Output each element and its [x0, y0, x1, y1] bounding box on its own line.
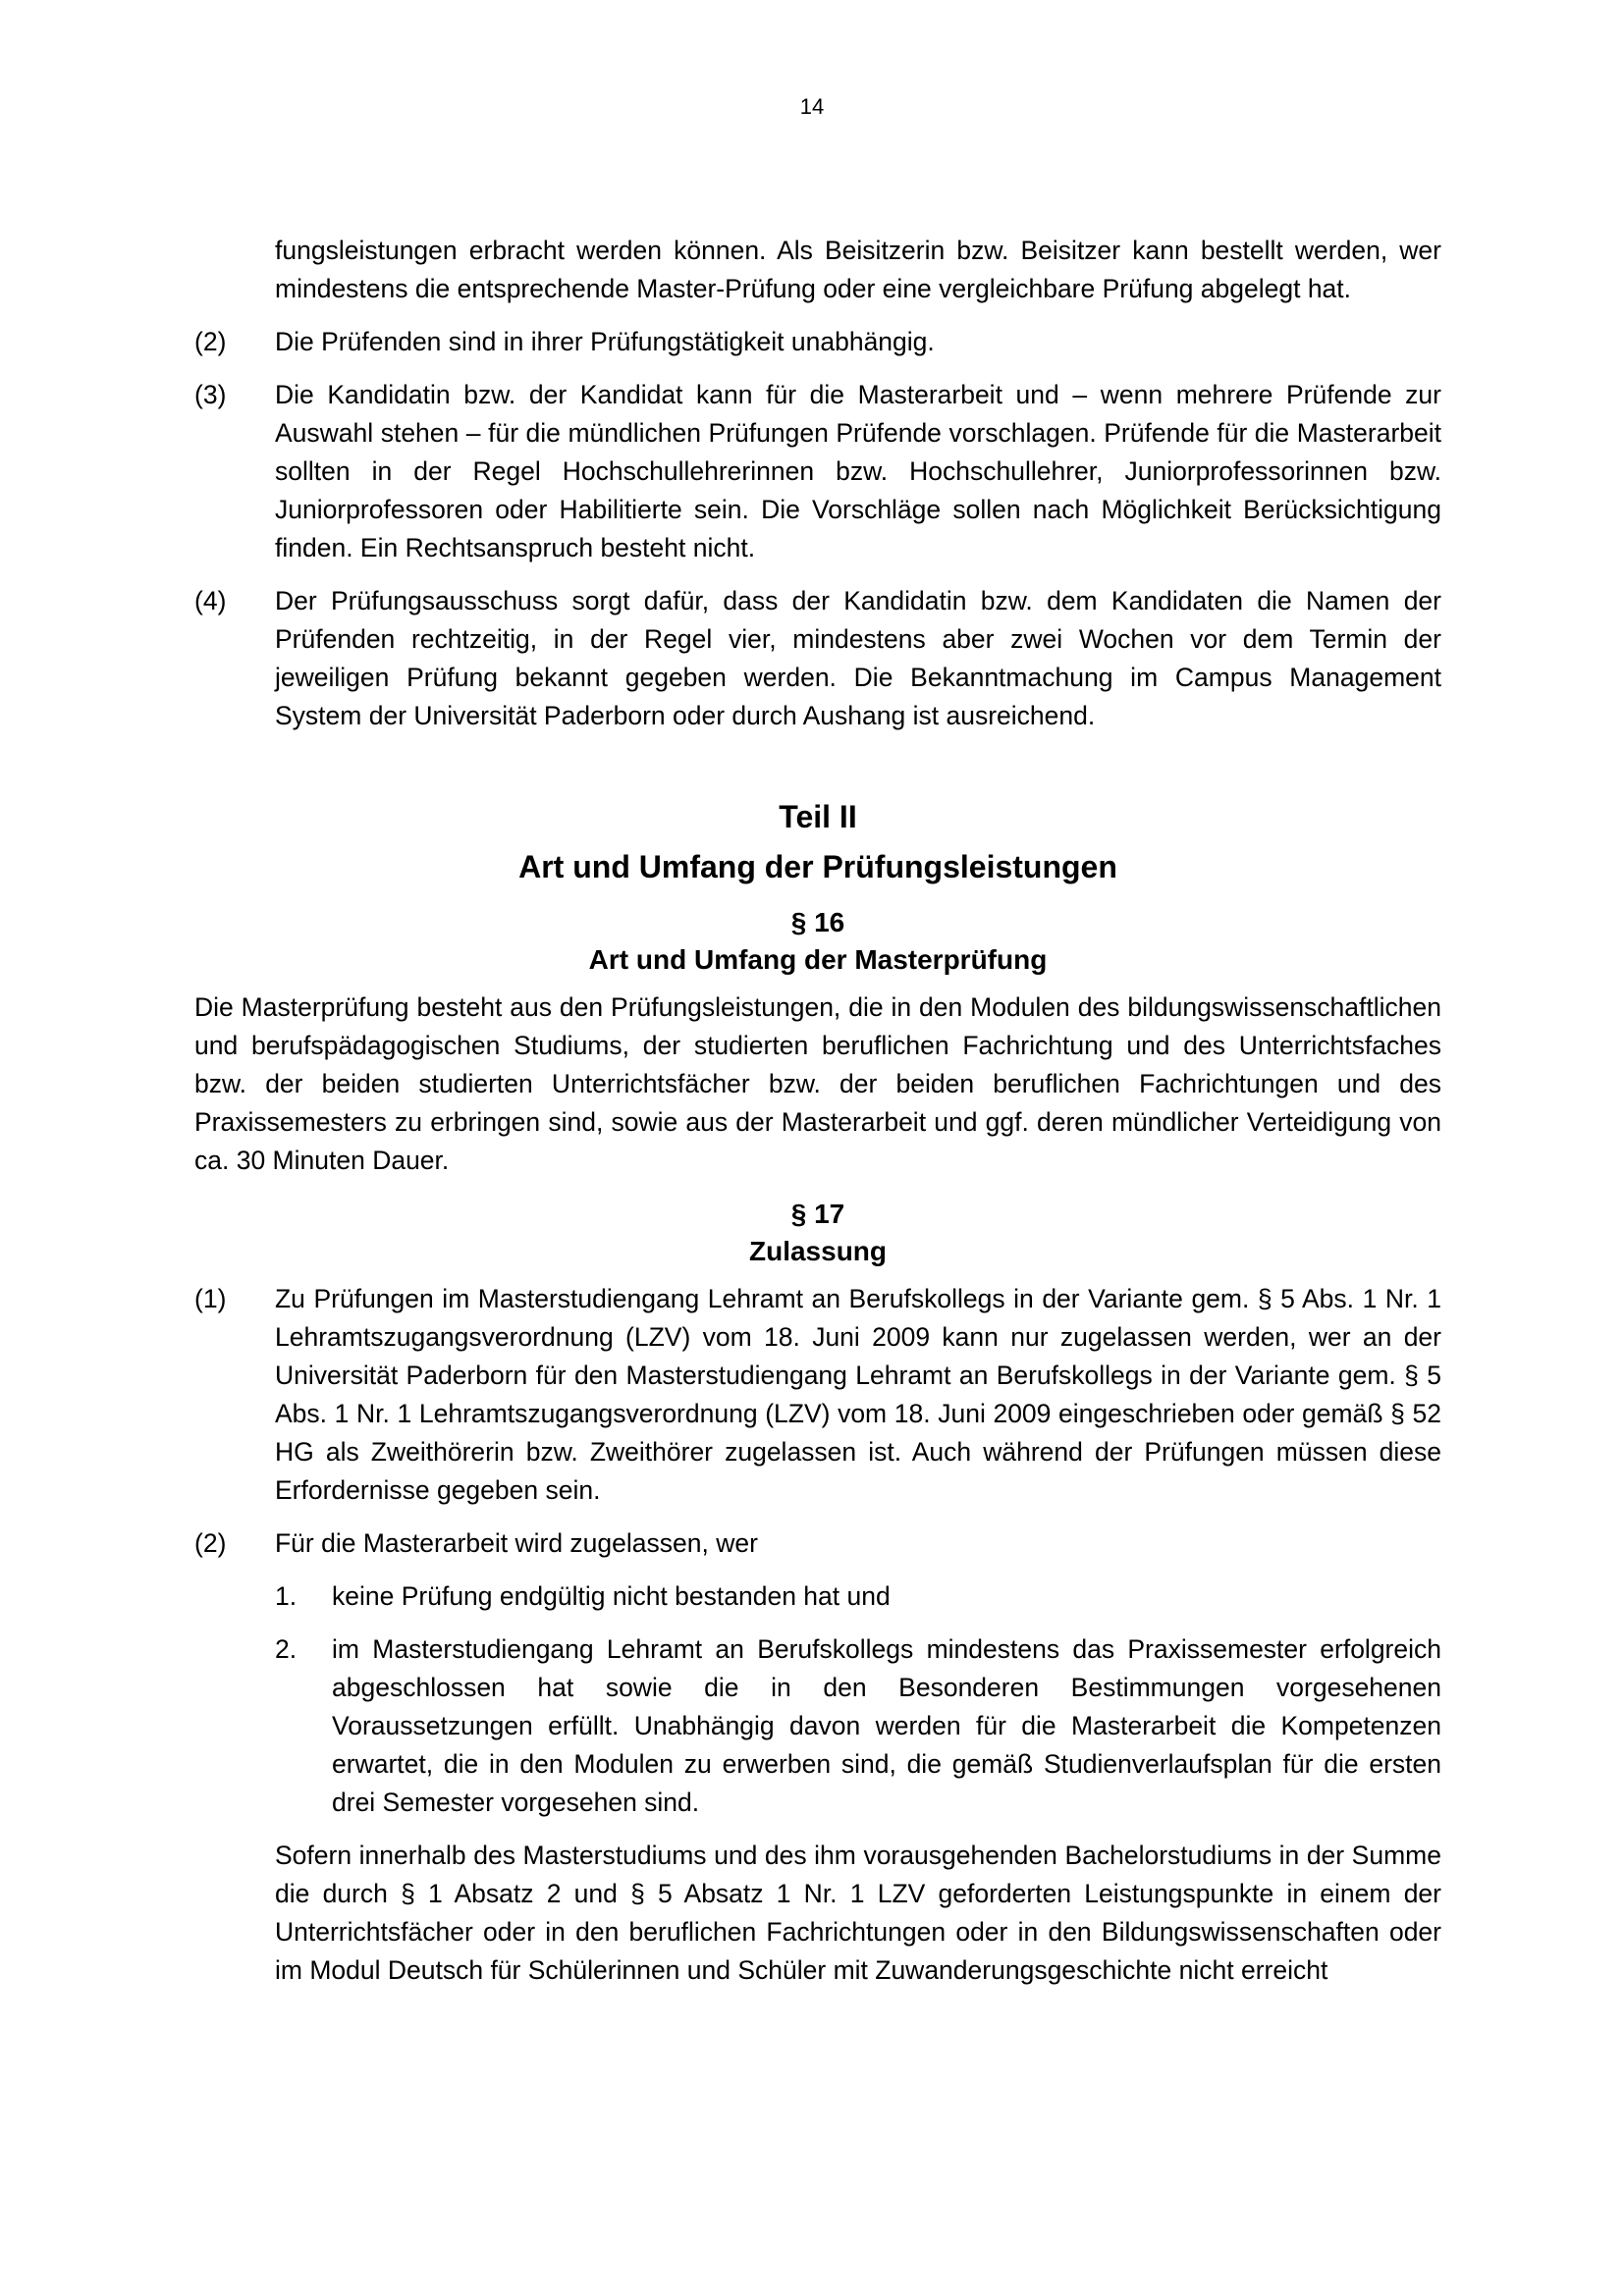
paragraph-number: (2) [194, 1528, 227, 1558]
section16-title: Art und Umfang der Masterprüfung [588, 944, 1048, 975]
list-item-number: 1. [275, 1581, 298, 1611]
section15-paragraph-2 [194, 323, 1441, 361]
section16-text: Die Masterprüfung besteht aus den Prüfungsleistungen, die in den Modulen des bildungswissenschaftlichen und berufspädagogischen Studiums, der studierten beruflichen Fachrichtung und des Unterrichtsfaches bzw. der beiden studierten Unterrichtsfächer bzw. der beiden beruflichen Fachrichtungen und des Praxissemesters zu erbringen sind, sowie aus der Masterarbeit und ggf. deren mündlicher Verteidigung von ca. 30 Minuten Dauer. [194, 992, 1441, 1175]
section17-number: § 17 [790, 1199, 845, 1229]
paragraph-number: (3) [194, 380, 227, 409]
list-item-text: im Masterstudiengang Lehramt an Berufskollegs mindestens das Praxissemester erfolgreich abgeschlossen hat sowie die in den Besonderen Bestimmungen vorgesehenen Voraussetzungen erfüllt. Unabhängig davon werden für die Masterarbeit die Kompetenzen erwartet, die in den Modulen zu erwerben sind, die gemäß Studienverlaufsplan für die ersten drei Semester vorgesehen sind. [332, 1634, 1441, 1817]
paragraph-number: (1) [194, 1284, 227, 1313]
section17-paragraph-2 [194, 1524, 1441, 1563]
section17-paragraph-1 [194, 1280, 1441, 1510]
paragraph-number: (2) [194, 327, 227, 356]
page-content [194, 232, 1441, 2004]
paragraph-text: Für die Masterarbeit wird zugelassen, wer [275, 1528, 758, 1558]
section15-paragraph-3 [194, 376, 1441, 567]
paragraph-text: Die Prüfenden sind in ihrer Prüfungstätigkeit unabhängig. [275, 327, 935, 356]
paragraph-text: Die Kandidatin bzw. der Kandidat kann für die Masterarbeit und – wenn mehrere Prüfende zur Auswahl stehen – für die mündlichen Prüfungen Prüfende vorschlagen. Prüfende für die Masterarbeit sollten in der Regel Hochschullehrerinnen bzw. Hochschullehrer, Juniorprofessorinnen bzw. Juniorprofessoren oder Habilitierte sein. Die Vorschläge sollen nach Möglichkeit Berücksichtigung finden. Ein Rechtsanspruch besteht nicht. [275, 380, 1441, 562]
list-item-number: 2. [275, 1634, 298, 1664]
section17-title: Zulassung [748, 1236, 887, 1266]
list-item [275, 1577, 1441, 1616]
part-subtitle: Art und Umfang der Prüfungsleistungen [518, 849, 1117, 884]
part-title: Teil II [779, 799, 857, 834]
paragraph-text: Zu Prüfungen im Masterstudiengang Lehramt an Berufskollegs in der Variante gem. § 5 Abs. 1 Nr. 1 Lehramtszugangsverordnung (LZV) vom 18. Juni 2009 kann nur zugelassen werden, wer an der Universität Paderborn für den Masterstudiengang Lehramt an Berufskollegs in der Variante gem. § 5 Abs. 1 Nr. 1 Lehramtszugangsverordnung (LZV) vom 18. Juni 2009 eingeschrieben oder gemäß § 52 HG als Zweithörerin bzw. Zweithörer zugelassen ist. Auch während der Prüfungen müssen diese Erfordernisse gegeben sein. [275, 1284, 1441, 1505]
section15-paragraph-4 [194, 582, 1441, 735]
page-number: 14 [799, 94, 825, 119]
paragraph-number: (4) [194, 586, 227, 615]
section17-closing-text: Sofern innerhalb des Masterstudiums und des ihm vorausgehenden Bachelorstudiums in der Summe die durch § 1 Absatz 2 und § 5 Absatz 1 Nr. 1 LZV geforderten Leistungspunkte in einem der Unterrichtsfächer oder in den beruflichen Fachrichtungen oder in den Bildungswissenschaften oder im Modul Deutsch für Schülerinnen und Schüler mit Zuwanderungsgeschichte nicht erreicht [275, 1841, 1441, 1985]
list-item [275, 1630, 1441, 1822]
paragraph-text: Der Prüfungsausschuss sorgt dafür, dass der Kandidatin bzw. dem Kandidaten die Namen der Prüfenden rechtzeitig, in der Regel vier, mindestens aber zwei Wochen vor dem Termin der jeweiligen Prüfung bekannt gegeben werden. Die Bekanntmachung im Campus Management System der Universität Paderborn oder durch Aushang ist ausreichend. [275, 586, 1441, 730]
numbered-list [275, 1577, 1441, 1822]
section16-number: § 16 [790, 907, 845, 937]
list-item-text: keine Prüfung endgültig nicht bestanden hat und [332, 1581, 891, 1611]
paragraph-continuation: fungsleistungen erbracht werden können. Als Beisitzerin bzw. Beisitzer kann bestellt werden, wer mindestens die entsprechende Master-Prüfung oder eine vergleichbare Prüfung abgelegt hat. [275, 236, 1441, 303]
